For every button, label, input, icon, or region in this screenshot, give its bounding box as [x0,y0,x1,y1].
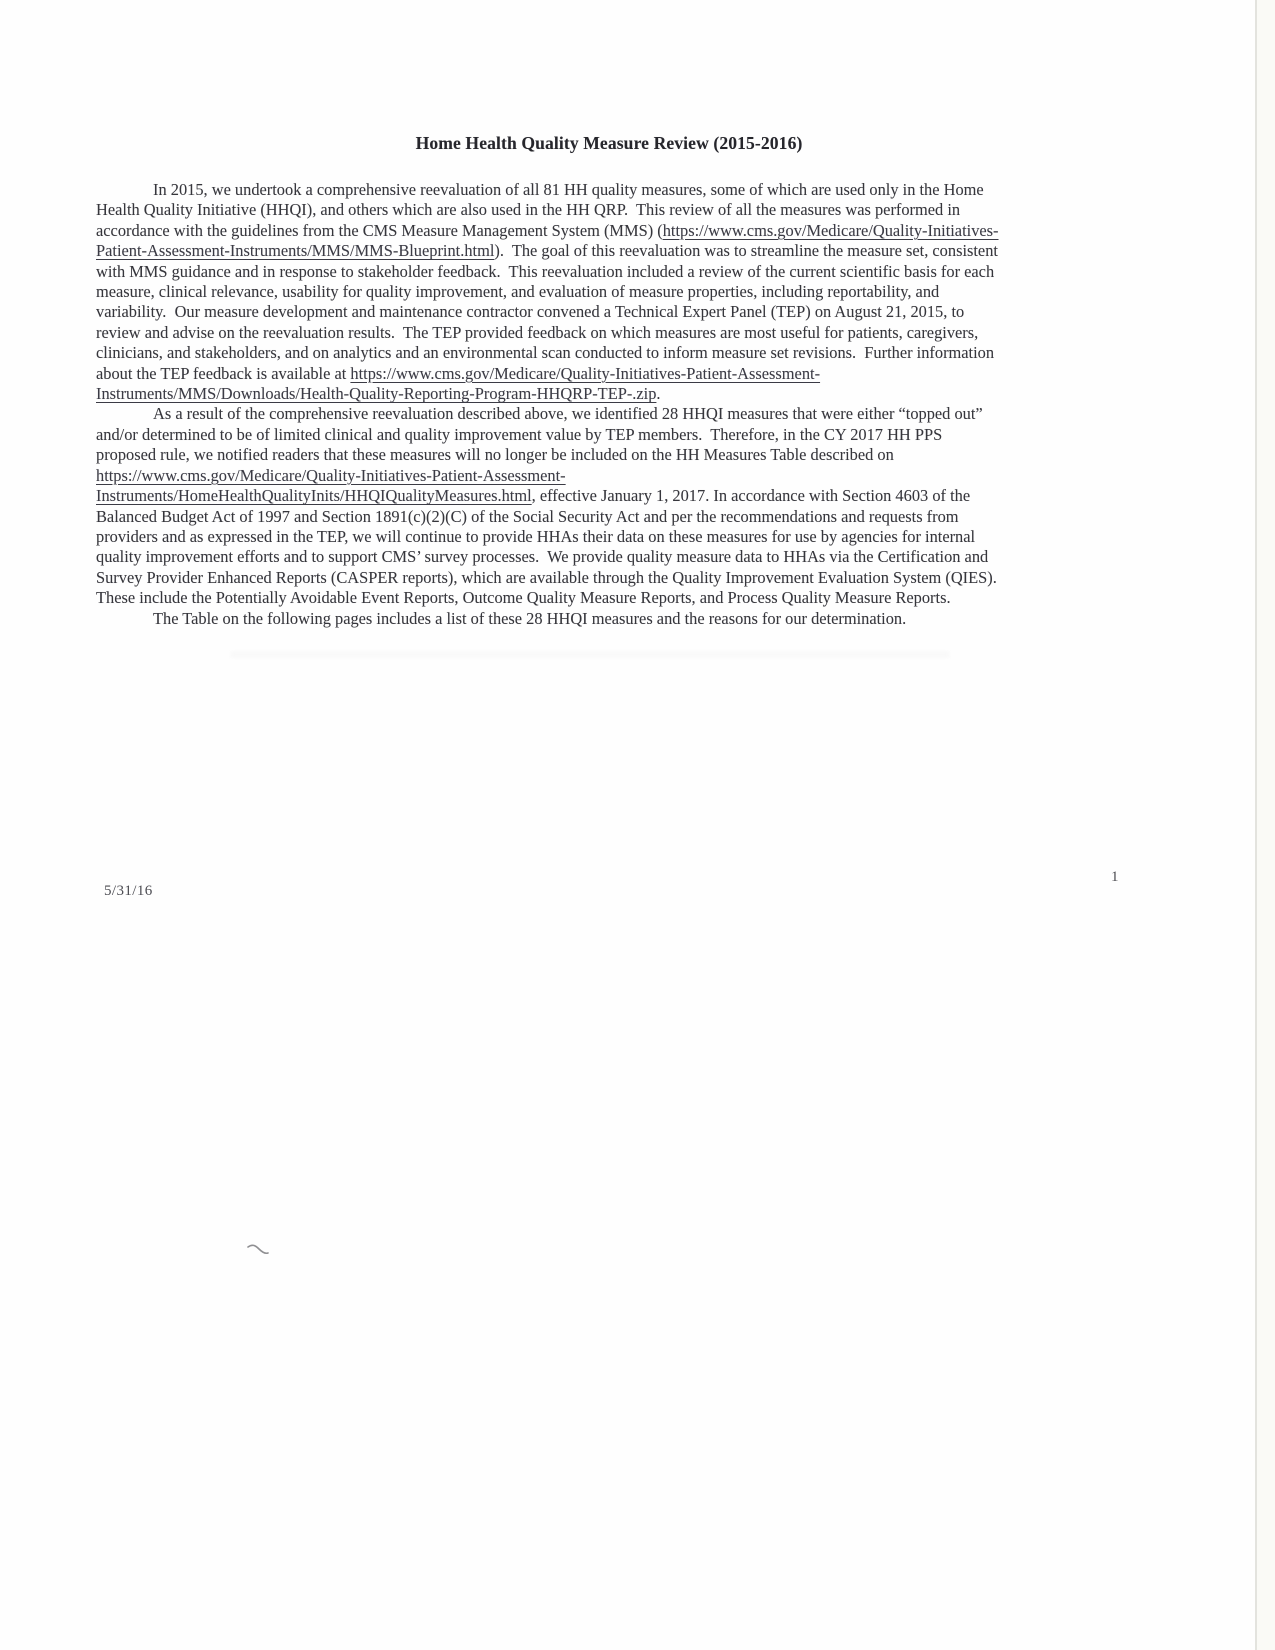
text-line [96,384,1226,404]
text-run: Survey Provider Enhanced Reports (CASPER reports), which are available through the Quality Improvement Evaluation System (QIES). [96,567,997,587]
text-line [96,343,1226,363]
text-line [96,221,1226,241]
text-line [96,241,1226,261]
text-run: about the TEP feedback is available at [96,363,351,383]
text-run: . [656,384,661,404]
scan-page-edge-line [1255,0,1257,1650]
text-line [96,282,1226,302]
url-link[interactable]: Instruments/HomeHealthQualityInits/HHQIQualityMeasures.html [96,486,532,506]
scan-page-edge-strip [1257,0,1275,1650]
text-run: Balanced Budget Act of 1997 and Section 1891(c)(2)(C) of the Social Security Act and per the recommendations and requests from [96,506,959,526]
pencil-squiggle-mark [246,1243,270,1259]
text-run: variability. Our measure development and maintenance contractor convened a Technical Expert Panel (TEP) on August 21, 2015, to [96,302,965,322]
text-run: quality improvement efforts and to support CMS’ survey processes. We provide quality measure data to HHAs via the Certification and [96,547,989,567]
page-number: 1 [1111,869,1119,885]
footer-date: 5/31/16 [104,883,153,899]
text-line [96,302,1226,322]
text-run: and/or determined to be of limited clinical and quality improvement value by TEP members. Therefore, in the CY 2017 HH PPS [96,424,943,444]
url-link[interactable]: Patient-Assessment-Instruments/MMS/MMS-Blueprint.html [96,241,495,261]
text-line [96,200,1226,220]
text-line [96,323,1226,343]
text-run: Health Quality Initiative (HHQI), and others which are also used in the HH QRP. This review of all the measures was performed in [96,200,961,220]
text-run: In 2015, we undertook a comprehensive reevaluation of all 81 HH quality measures, some of which are used only in the Home [153,180,984,199]
text-run: These include the Potentially Avoidable Event Reports, Outcome Quality Measure Reports, and Process Quality Measure Reports. [96,588,951,608]
scan-noise-smudge [230,651,950,658]
url-link[interactable]: https://www.cms.gov/Medicare/Quality-Initiatives- [662,220,999,240]
text-run: proposed rule, we notified readers that these measures will no longer be included on the HH Measures Table described on [96,445,894,465]
url-link[interactable]: https://www.cms.gov/Medicare/Quality-Initiatives-Patient-Assessment- [350,363,821,383]
text-line [96,527,1226,547]
text-line [96,364,1226,384]
text-line [96,588,1226,608]
text-run: clinicians, and stakeholders, and on analytics and an environmental scan conducted to inform measure set revisions. Further information [96,343,995,363]
text-run: accordance with the guidelines from the CMS Measure Management System (MMS) ( [96,220,663,240]
text-run: measure, clinical relevance, usability for quality improvement, and evaluation of measure properties, including reportability, and [96,282,940,302]
text-line [96,609,1226,629]
text-line [96,547,1226,567]
url-link[interactable]: Instruments/MMS/Downloads/Health-Quality-Reporting-Program-HHQRP-TEP-.zip [96,384,657,404]
text-line [96,445,1226,465]
text-run: ). The goal of this reevaluation was to streamline the measure set, consistent [494,241,998,261]
text-run: As a result of the comprehensive reevaluation described above, we identified 28 HHQI measures that were either “topped out” [153,404,983,424]
text-run: The Table on the following pages includes a list of these 28 HHQI measures and the reasons for our determination. [153,608,907,628]
text-line [96,180,1226,200]
url-link[interactable]: https://www.cms.gov/Medicare/Quality-Initiatives-Patient-Assessment- [96,465,566,485]
text-run: with MMS guidance and in response to stakeholder feedback. This reevaluation included a review of the current scientific basis for each [96,261,995,281]
text-line [96,262,1226,282]
document-body [96,180,1226,629]
text-line [96,568,1226,588]
document-title: Home Health Quality Measure Review (2015-2016) [415,133,803,153]
text-line [96,404,1226,424]
text-run: review and advise on the reevaluation results. The TEP provided feedback on which measures are most useful for patients, caregivers, [96,322,979,342]
text-line [96,507,1226,527]
text-run: providers and as expressed in the TEP, we will continue to provide HHAs their data on these measures for use by agencies for internal [96,526,976,546]
text-line [96,425,1226,445]
text-line [96,466,1226,486]
text-line [96,486,1226,506]
text-run: , effective January 1, 2017. In accordance with Section 4603 of the [531,486,971,506]
